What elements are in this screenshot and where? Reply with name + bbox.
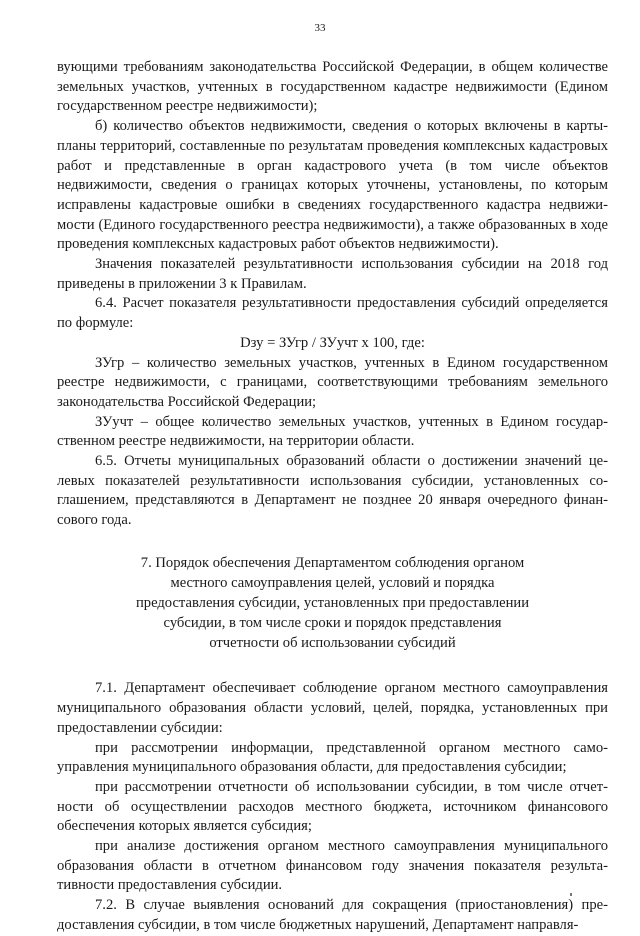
- section-7-heading-line: местного самоуправления целей, условий и порядка: [170, 574, 495, 591]
- section-7-heading-line: субсидии, в том числе сроки и порядок представления: [163, 614, 502, 631]
- scan-speck: [570, 893, 572, 896]
- paragraph-zugr-definition: ЗУгр – количество земельных участков, учтенных в Едином государственном реестре недвижимости, с границами, соответствующими требованиям земельного законодательства Российской Федерации;: [57, 354, 608, 410]
- paragraph-zuucht-definition: ЗУучт – общее количество земельных участков, учтенных в Едином государственном реестре недвижимости, на территории области.: [57, 413, 608, 450]
- paragraph-6-4: 6.4. Расчет показателя результативности предоставления субсидий определяется по формуле:: [57, 295, 608, 332]
- section-7-heading-line: предоставления субсидии, установленных при предоставлении: [135, 594, 530, 611]
- paragraph-7-2: 7.2. В случае выявления оснований для сокращения (приостановления) предоставления субсидии, в том числе бюджетных нарушений, Департамент направля-: [57, 897, 608, 933]
- paragraph-report-review: при рассмотрении отчетности об использовании субсидии, в том числе отчетности об осуществлении расходов местного бюджета, источником финансового обеспечения которых является субсидия;: [57, 778, 608, 835]
- paragraph-info-review: при рассмотрении информации, представленной органом местного самоуправления муниципального образования области, для предоставления субсидии;: [57, 739, 608, 776]
- paragraph-7-1: 7.1. Департамент обеспечивает соблюдение органом местного самоуправления муниципального образования области условий, целей, порядка, установленных при предоставлении субсидии:: [57, 680, 608, 736]
- paragraph-indicator-values: Значения показателей результативности использования субсидии на 2018 год приведены в приложении 3 к Правилам.: [57, 256, 608, 292]
- section-7-heading-line: 7. Порядок обеспечения Департаментом соблюдения органом: [140, 554, 525, 571]
- formula: Dзу = ЗУгр / ЗУучт х 100, где:: [240, 334, 425, 351]
- section-7-heading: [57, 554, 608, 654]
- paragraph-item-b: б) количество объектов недвижимости, сведения о которых включены в карты-планы территорий, составленные по результатам проведения комплексных кадастровых работ и представленные в орган кадастрового учета (в том числе объектов недвижимости, сведения о границах которых уточнены, установлены, по которым исправлены кадастровые ошибки в сведениях государственного кадастра недвижимости (Единого государственного реестра недвижимости), а также образованных в ходе проведения комплексных кадастровых работ объектов недвижимости).: [57, 118, 608, 253]
- paragraph-continuation: вующими требованиям законодательства Российской Федерации, в общем количестве земельных участков, учтенных в государственном кадастре недвижимости (Едином государственном реестре недвижимости);: [57, 59, 608, 115]
- document-body: [57, 58, 608, 936]
- section-7-heading-line: отчетности об использовании субсидий: [209, 634, 456, 651]
- paragraph-analysis: при анализе достижения органом местного самоуправления муниципального образования области в отчетном финансовом году значения показателя результативности предоставления субсидии.: [57, 838, 608, 894]
- page-number: 33: [314, 22, 326, 34]
- paragraph-6-5: 6.5. Отчеты муниципальных образований области о достижении значений целевых показателей результативности использования субсидии, установленных соглашением, представляются в Департамент не позднее 20 января очередного финансового года.: [57, 453, 608, 529]
